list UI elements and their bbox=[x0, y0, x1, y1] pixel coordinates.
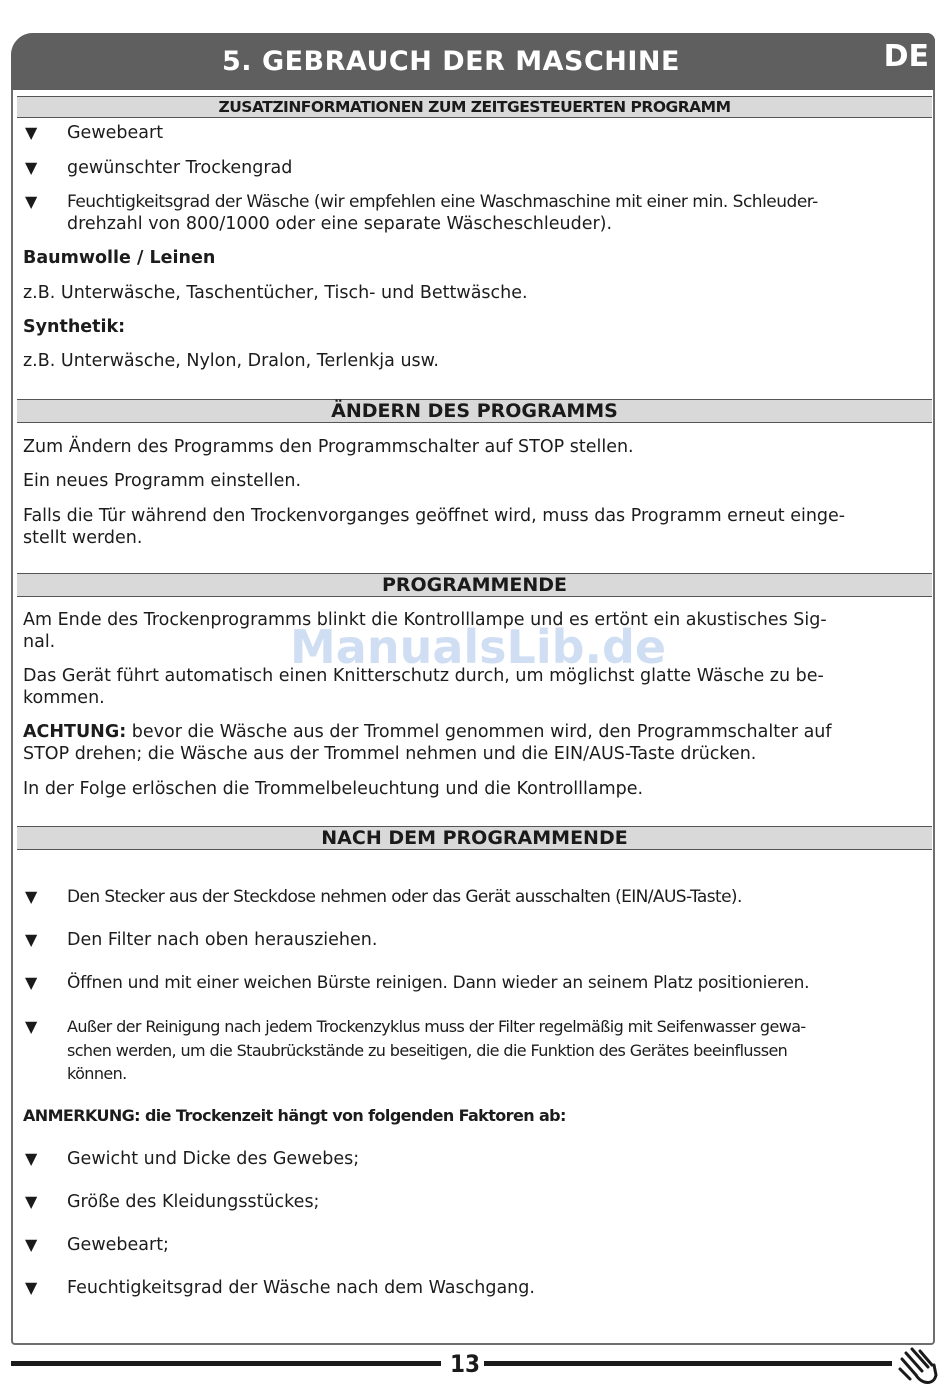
bullet-icon: ▼ bbox=[25, 1149, 38, 1168]
list-item: Größe des Kleidungsstückes; bbox=[67, 1192, 320, 1212]
page-title: 5. GEBRAUCH DER MASCHINE bbox=[222, 46, 680, 77]
list-item: Feuchtigkeitsgrad der Wäsche nach dem Waschgang. bbox=[67, 1278, 535, 1298]
list-item: Außer der Reinigung nach jedem Trockenzyklus muss der Filter regelmäßig mit Seifenwasser gewa- bbox=[67, 1017, 806, 1036]
synthetik-heading: Synthetik: bbox=[23, 317, 126, 337]
bullet-icon: ▼ bbox=[25, 930, 38, 949]
section-title: NACH DEM PROGRAMMENDE bbox=[321, 827, 628, 849]
achtung-label: ACHTUNG: bbox=[23, 722, 127, 742]
paragraph-continuation: stellt werden. bbox=[23, 528, 143, 548]
paragraph: Am Ende des Trockenprogramms blinkt die Kontrolllampe und es ertönt ein akustisches Sig- bbox=[23, 610, 827, 630]
list-item: Gewicht und Dicke des Gewebes; bbox=[67, 1149, 360, 1169]
section-title: PROGRAMMENDE bbox=[381, 574, 568, 596]
list-item: gewünschter Trockengrad bbox=[67, 158, 293, 178]
anmerkung-note: ANMERKUNG: die Trockenzeit hängt von folgenden Faktoren ab: bbox=[23, 1106, 566, 1125]
bullet-icon: ▼ bbox=[25, 1192, 38, 1211]
paragraph: Das Gerät führt automatisch einen Knitterschutz durch, um möglichst glatte Wäsche zu be- bbox=[23, 666, 824, 686]
section-title: ÄNDERN DES PROGRAMMS bbox=[331, 400, 618, 422]
paragraph: Falls die Tür während den Trockenvorganges geöffnet wird, muss das Programm erneut einge- bbox=[23, 506, 846, 526]
list-item: Öffnen und mit einer weichen Bürste reinigen. Dann wieder an seinem Platz positionieren. bbox=[67, 973, 810, 993]
list-item-continuation: können. bbox=[67, 1064, 127, 1083]
list-item: Den Stecker aus der Steckdose nehmen oder das Gerät ausschalten (EIN/AUS-Taste). bbox=[67, 887, 742, 907]
paragraph-continuation: kommen. bbox=[23, 688, 105, 708]
list-item-continuation: drehzahl von 800/1000 oder eine separate Wäscheschleuder). bbox=[67, 214, 613, 234]
synthetik-text: z.B. Unterwäsche, Nylon, Dralon, Terlenkja usw. bbox=[23, 351, 439, 371]
bullet-icon: ▼ bbox=[25, 192, 38, 211]
achtung-text: bevor die Wäsche aus der Trommel genommen wird, den Programmschalter auf bbox=[126, 722, 832, 742]
paragraph: Ein neues Programm einstellen. bbox=[23, 471, 302, 491]
bullet-icon: ▼ bbox=[25, 1235, 38, 1254]
baumwolle-text: z.B. Unterwäsche, Taschentücher, Tisch- und Bettwäsche. bbox=[23, 283, 528, 303]
section-header-zusatzinformationen bbox=[17, 96, 932, 118]
list-item: Feuchtigkeitsgrad der Wäsche (wir empfehlen eine Waschmaschine mit einer min. Schleuder- bbox=[67, 192, 818, 212]
bullet-icon: ▼ bbox=[25, 973, 38, 992]
section-header-programmende bbox=[17, 573, 932, 597]
paragraph-continuation: STOP drehen; die Wäsche aus der Trommel nehmen und die EIN/AUS-Taste drücken. bbox=[23, 744, 757, 764]
bullet-icon: ▼ bbox=[25, 1278, 38, 1297]
list-item: Den Filter nach oben herausziehen. bbox=[67, 930, 378, 950]
section-title: ZUSATZINFORMATIONEN ZUM ZEITGESTEUERTEN PROGRAMM bbox=[218, 98, 731, 116]
paragraph: Zum Ändern des Programms den Programmschalter auf STOP stellen. bbox=[23, 437, 634, 457]
bullet-icon: ▼ bbox=[25, 887, 38, 906]
section-header-nach-dem-programmende bbox=[17, 826, 932, 850]
hand-icon bbox=[896, 1345, 940, 1389]
bullet-icon: ▼ bbox=[25, 158, 38, 177]
watermark: ManualsLib.de bbox=[290, 620, 667, 674]
list-item-continuation: schen werden, um die Staubrückstände zu beseitigen, die die Funktion des Gerätes beeinflussen bbox=[67, 1041, 788, 1060]
page-number: 13 bbox=[449, 1350, 481, 1378]
paragraph-continuation: nal. bbox=[23, 632, 56, 652]
section-header-aendern bbox=[17, 399, 932, 423]
bullet-icon: ▼ bbox=[25, 123, 38, 142]
baumwolle-heading: Baumwolle / Leinen bbox=[23, 248, 216, 268]
paragraph: In der Folge erlöschen die Trommelbeleuchtung und die Kontrolllampe. bbox=[23, 779, 644, 799]
paragraph-achtung bbox=[23, 721, 928, 743]
list-item: Gewebeart; bbox=[67, 1235, 169, 1255]
footer-rule-right bbox=[484, 1361, 892, 1366]
list-item: Gewebeart bbox=[67, 123, 164, 143]
bullet-icon: ▼ bbox=[25, 1017, 38, 1036]
title-bar bbox=[11, 33, 935, 90]
footer-rule-left bbox=[11, 1361, 441, 1366]
language-badge: DE bbox=[883, 39, 929, 74]
